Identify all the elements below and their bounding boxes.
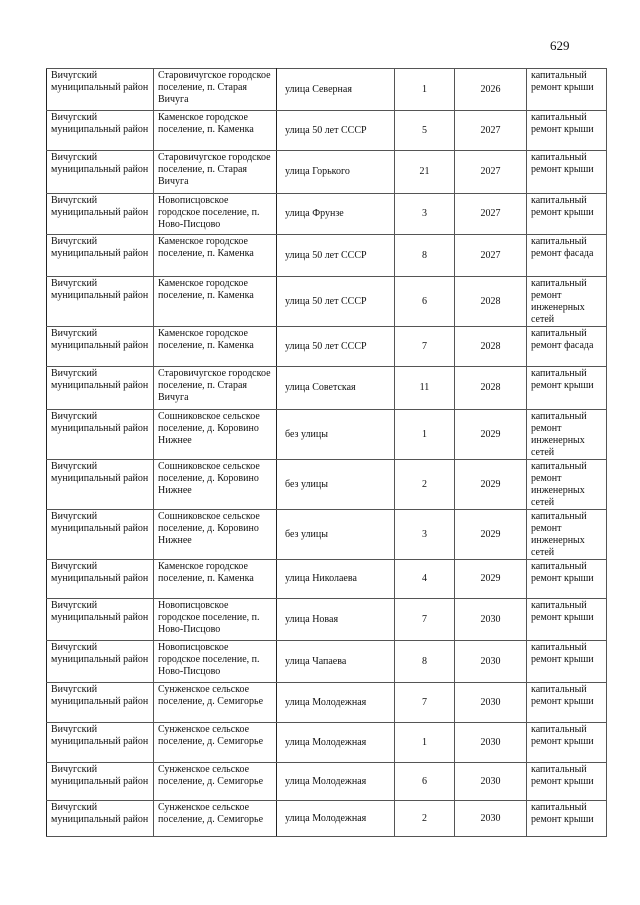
cell-district: Вичугский муниципальный район bbox=[47, 683, 154, 723]
cell-district: Вичугский муниципальный район bbox=[47, 599, 154, 641]
cell-house: 7 bbox=[395, 683, 455, 723]
cell-work: капитальный ремонт инженерных сетей bbox=[527, 460, 607, 510]
cell-district: Вичугский муниципальный район bbox=[47, 801, 154, 837]
cell-district: Вичугский муниципальный район bbox=[47, 327, 154, 367]
cell-settlement: Сунженское сельское поселение, д. Семигорье bbox=[154, 683, 277, 723]
cell-district: Вичугский муниципальный район bbox=[47, 235, 154, 277]
cell-year: 2030 bbox=[455, 599, 527, 641]
cell-settlement: Сошниковское сельское поселение, д. Коровино Нижнее bbox=[154, 460, 277, 510]
cell-district: Вичугский муниципальный район bbox=[47, 510, 154, 560]
table-row bbox=[47, 277, 607, 327]
cell-settlement: Каменское городское поселение, п. Каменка bbox=[154, 560, 277, 599]
cell-street: улица Фрунзе bbox=[277, 194, 395, 235]
cell-street: улица Чапаева bbox=[277, 641, 395, 683]
cell-district: Вичугский муниципальный район bbox=[47, 460, 154, 510]
cell-house: 2 bbox=[395, 460, 455, 510]
cell-settlement: Каменское городское поселение, п. Каменка bbox=[154, 235, 277, 277]
cell-street: улица Горького bbox=[277, 151, 395, 194]
cell-year: 2027 bbox=[455, 151, 527, 194]
cell-year: 2030 bbox=[455, 763, 527, 801]
cell-settlement: Старовичугское городское поселение, п. Старая Вичуга bbox=[154, 367, 277, 410]
cell-work: капитальный ремонт инженерных сетей bbox=[527, 510, 607, 560]
cell-street: улица 50 лет СССР bbox=[277, 327, 395, 367]
cell-year: 2028 bbox=[455, 327, 527, 367]
cell-district: Вичугский муниципальный район bbox=[47, 111, 154, 151]
cell-house: 1 bbox=[395, 69, 455, 111]
cell-settlement: Сошниковское сельское поселение, д. Коровино Нижнее bbox=[154, 510, 277, 560]
cell-work: капитальный ремонт крыши bbox=[527, 641, 607, 683]
table-row bbox=[47, 151, 607, 194]
cell-district: Вичугский муниципальный район bbox=[47, 367, 154, 410]
cell-work: капитальный ремонт крыши bbox=[527, 367, 607, 410]
cell-settlement: Сунженское сельское поселение, д. Семигорье bbox=[154, 763, 277, 801]
cell-year: 2027 bbox=[455, 235, 527, 277]
cell-settlement: Новописцовское городское поселение, п. Ново-Писцово bbox=[154, 194, 277, 235]
cell-house: 21 bbox=[395, 151, 455, 194]
cell-house: 8 bbox=[395, 641, 455, 683]
cell-house: 7 bbox=[395, 599, 455, 641]
cell-house: 11 bbox=[395, 367, 455, 410]
cell-work: капитальный ремонт крыши bbox=[527, 111, 607, 151]
cell-street: улица Северная bbox=[277, 69, 395, 111]
cell-district: Вичугский муниципальный район bbox=[47, 151, 154, 194]
table-row bbox=[47, 510, 607, 560]
table-row bbox=[47, 560, 607, 599]
cell-year: 2027 bbox=[455, 194, 527, 235]
cell-year: 2030 bbox=[455, 683, 527, 723]
cell-settlement: Сошниковское сельское поселение, д. Коровино Нижнее bbox=[154, 410, 277, 460]
cell-district: Вичугский муниципальный район bbox=[47, 69, 154, 111]
table-row bbox=[47, 327, 607, 367]
table-row bbox=[47, 599, 607, 641]
cell-street: улица Молодежная bbox=[277, 683, 395, 723]
table-row bbox=[47, 194, 607, 235]
cell-street: улица 50 лет СССР bbox=[277, 235, 395, 277]
cell-house: 7 bbox=[395, 327, 455, 367]
cell-district: Вичугский муниципальный район bbox=[47, 763, 154, 801]
cell-work: капитальный ремонт крыши bbox=[527, 69, 607, 111]
cell-year: 2028 bbox=[455, 277, 527, 327]
cell-street: улица 50 лет СССР bbox=[277, 277, 395, 327]
table-row bbox=[47, 367, 607, 410]
cell-street: без улицы bbox=[277, 410, 395, 460]
cell-house: 6 bbox=[395, 763, 455, 801]
cell-work: капитальный ремонт крыши bbox=[527, 599, 607, 641]
cell-house: 3 bbox=[395, 194, 455, 235]
table-row bbox=[47, 460, 607, 510]
cell-district: Вичугский муниципальный район bbox=[47, 641, 154, 683]
cell-year: 2027 bbox=[455, 111, 527, 151]
table-row bbox=[47, 111, 607, 151]
cell-work: капитальный ремонт инженерных сетей bbox=[527, 410, 607, 460]
cell-house: 1 bbox=[395, 723, 455, 763]
cell-street: улица Молодежная bbox=[277, 723, 395, 763]
cell-year: 2028 bbox=[455, 367, 527, 410]
cell-street: улица 50 лет СССР bbox=[277, 111, 395, 151]
cell-year: 2029 bbox=[455, 560, 527, 599]
housing-repair-table bbox=[46, 68, 607, 837]
page-number: 629 bbox=[550, 38, 570, 53]
cell-street: улица Молодежная bbox=[277, 801, 395, 837]
cell-year: 2030 bbox=[455, 723, 527, 763]
cell-year: 2030 bbox=[455, 641, 527, 683]
cell-house: 1 bbox=[395, 410, 455, 460]
cell-settlement: Каменское городское поселение, п. Каменка bbox=[154, 111, 277, 151]
cell-settlement: Новописцовское городское поселение, п. Ново-Писцово bbox=[154, 641, 277, 683]
cell-work: капитальный ремонт крыши bbox=[527, 194, 607, 235]
cell-house: 4 bbox=[395, 560, 455, 599]
cell-work: капитальный ремонт крыши bbox=[527, 683, 607, 723]
table-row bbox=[47, 763, 607, 801]
cell-year: 2029 bbox=[455, 460, 527, 510]
cell-year: 2029 bbox=[455, 410, 527, 460]
cell-district: Вичугский муниципальный район bbox=[47, 723, 154, 763]
cell-district: Вичугский муниципальный район bbox=[47, 410, 154, 460]
cell-house: 8 bbox=[395, 235, 455, 277]
cell-district: Вичугский муниципальный район bbox=[47, 194, 154, 235]
cell-work: капитальный ремонт крыши bbox=[527, 151, 607, 194]
cell-settlement: Сунженское сельское поселение, д. Семигорье bbox=[154, 801, 277, 837]
cell-district: Вичугский муниципальный район bbox=[47, 560, 154, 599]
cell-street: улица Новая bbox=[277, 599, 395, 641]
cell-work: капитальный ремонт крыши bbox=[527, 801, 607, 837]
cell-work: капитальный ремонт фасада bbox=[527, 235, 607, 277]
cell-street: улица Молодежная bbox=[277, 763, 395, 801]
cell-settlement: Каменское городское поселение, п. Каменка bbox=[154, 327, 277, 367]
cell-district: Вичугский муниципальный район bbox=[47, 277, 154, 327]
cell-work: капитальный ремонт крыши bbox=[527, 560, 607, 599]
cell-work: капитальный ремонт крыши bbox=[527, 763, 607, 801]
cell-settlement: Новописцовское городское поселение, п. Ново-Писцово bbox=[154, 599, 277, 641]
table-row bbox=[47, 410, 607, 460]
cell-street: без улицы bbox=[277, 510, 395, 560]
cell-year: 2029 bbox=[455, 510, 527, 560]
cell-work: капитальный ремонт инженерных сетей bbox=[527, 277, 607, 327]
table-row bbox=[47, 235, 607, 277]
cell-settlement: Старовичугское городское поселение, п. Старая Вичуга bbox=[154, 151, 277, 194]
cell-settlement: Старовичугское городское поселение, п. Старая Вичуга bbox=[154, 69, 277, 111]
cell-work: капитальный ремонт фасада bbox=[527, 327, 607, 367]
cell-house: 2 bbox=[395, 801, 455, 837]
table-row bbox=[47, 801, 607, 837]
cell-house: 3 bbox=[395, 510, 455, 560]
table-row bbox=[47, 69, 607, 111]
cell-street: улица Советская bbox=[277, 367, 395, 410]
cell-year: 2030 bbox=[455, 801, 527, 837]
cell-settlement: Каменское городское поселение, п. Каменка bbox=[154, 277, 277, 327]
table-row bbox=[47, 641, 607, 683]
cell-house: 5 bbox=[395, 111, 455, 151]
cell-street: улица Николаева bbox=[277, 560, 395, 599]
cell-settlement: Сунженское сельское поселение, д. Семигорье bbox=[154, 723, 277, 763]
table-row bbox=[47, 683, 607, 723]
cell-house: 6 bbox=[395, 277, 455, 327]
cell-street: без улицы bbox=[277, 460, 395, 510]
table-row bbox=[47, 723, 607, 763]
cell-work: капитальный ремонт крыши bbox=[527, 723, 607, 763]
cell-year: 2026 bbox=[455, 69, 527, 111]
